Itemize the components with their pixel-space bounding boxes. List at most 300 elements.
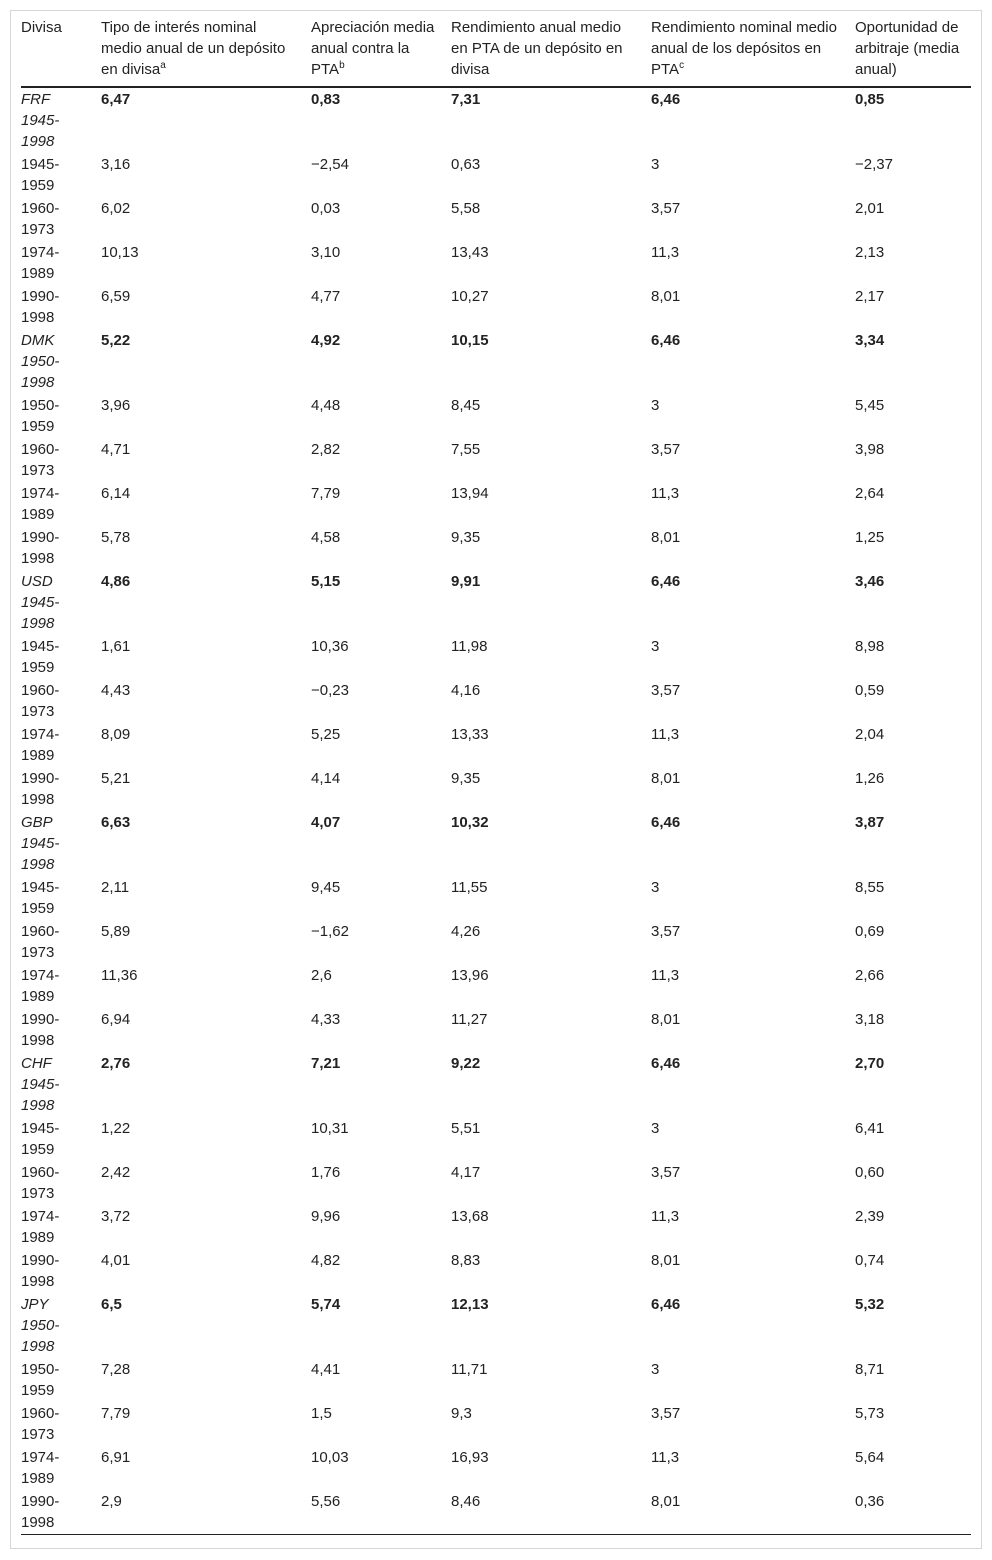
cell-rendimiento-pta-divisa: [451, 1052, 651, 1117]
row-label-text: 1950-1959: [21, 1361, 60, 1399]
row-label-text: 1945-1959: [21, 638, 60, 676]
row-label-text: 1990-1998: [21, 529, 60, 567]
cell-rendimiento-pta-divisa: [451, 1490, 651, 1535]
cell-oportunidad-arbitraje-text: 0,85: [855, 91, 885, 108]
cell-apreciacion: [311, 1446, 451, 1490]
row-label-text: 1990-1998: [21, 1011, 60, 1049]
cell-apreciacion: [311, 1008, 451, 1052]
cell-oportunidad-arbitraje: [855, 329, 971, 394]
cell-rendimiento-pta-divisa-text: 9,35: [451, 770, 481, 787]
cell-apreciacion: [311, 811, 451, 876]
cell-rendimiento-pta-divisa: [451, 1249, 651, 1293]
row-label: [21, 241, 101, 285]
cell-rendimiento-pta-divisa-text: 8,45: [451, 397, 481, 414]
row-label-text: 1974-1989: [21, 244, 60, 282]
row-label-text: 1945-1959: [21, 1120, 60, 1158]
cell-oportunidad-arbitraje: [855, 811, 971, 876]
cell-tipo-interes: [101, 329, 311, 394]
cell-rendimiento-nominal-pta: [651, 723, 855, 767]
cell-tipo-interes: [101, 1161, 311, 1205]
cell-oportunidad-arbitraje-text: 8,98: [855, 638, 885, 655]
cell-tipo-interes: [101, 723, 311, 767]
row-label-text: 1945-1959: [21, 156, 60, 194]
data-table: [21, 11, 971, 1535]
cell-rendimiento-nominal-pta-text: 3: [651, 1120, 660, 1137]
cell-rendimiento-pta-divisa: [451, 1161, 651, 1205]
cell-oportunidad-arbitraje: [855, 920, 971, 964]
cell-oportunidad-arbitraje: [855, 1358, 971, 1402]
cell-oportunidad-arbitraje-text: 8,55: [855, 879, 885, 896]
cell-rendimiento-nominal-pta-text: 8,01: [651, 1011, 681, 1028]
cell-rendimiento-pta-divisa: [451, 1293, 651, 1358]
cell-tipo-interes-text: 6,63: [101, 814, 131, 831]
cell-oportunidad-arbitraje: [855, 153, 971, 197]
currency-summary-row: [21, 1293, 971, 1358]
cell-rendimiento-nominal-pta: [651, 679, 855, 723]
cell-tipo-interes: [101, 482, 311, 526]
cell-tipo-interes-text: 5,78: [101, 529, 131, 546]
cell-oportunidad-arbitraje: [855, 1205, 971, 1249]
cell-rendimiento-nominal-pta-text: 8,01: [651, 288, 681, 305]
cell-rendimiento-nominal-pta: [651, 635, 855, 679]
cell-oportunidad-arbitraje-text: 6,41: [855, 1120, 885, 1137]
cell-rendimiento-nominal-pta-text: 3,57: [651, 923, 681, 940]
row-label: [21, 964, 101, 1008]
row-label-text: 1974-1989: [21, 1208, 60, 1246]
cell-tipo-interes-text: 1,61: [101, 638, 131, 655]
cell-oportunidad-arbitraje-text: 5,45: [855, 397, 885, 414]
cell-rendimiento-pta-divisa: [451, 285, 651, 329]
row-label: [21, 1293, 101, 1358]
cell-tipo-interes-text: 3,16: [101, 156, 131, 173]
period-row: [21, 1446, 971, 1490]
cell-oportunidad-arbitraje: [855, 241, 971, 285]
cell-apreciacion-text: 1,5: [311, 1405, 332, 1422]
cell-rendimiento-nominal-pta-text: 3: [651, 879, 660, 896]
cell-oportunidad-arbitraje-text: 3,46: [855, 573, 885, 590]
period-row: [21, 1490, 971, 1535]
cell-rendimiento-nominal-pta-text: 6,46: [651, 814, 681, 831]
cell-tipo-interes-text: 2,42: [101, 1164, 131, 1181]
cell-rendimiento-pta-divisa: [451, 87, 651, 153]
row-label: [21, 329, 101, 394]
header-apreciacion: Apreciación media anual contra la PTA$^b$: [311, 11, 451, 87]
table-body: [21, 87, 971, 1535]
cell-rendimiento-nominal-pta-text: 6,46: [651, 332, 681, 349]
cell-tipo-interes: [101, 197, 311, 241]
cell-rendimiento-pta-divisa: [451, 1402, 651, 1446]
row-label-text: 1990-1998: [21, 1493, 60, 1531]
cell-oportunidad-arbitraje-text: 3,18: [855, 1011, 885, 1028]
cell-rendimiento-pta-divisa-text: 4,26: [451, 923, 481, 940]
cell-apreciacion-text: 4,48: [311, 397, 341, 414]
cell-oportunidad-arbitraje: [855, 1161, 971, 1205]
cell-rendimiento-nominal-pta-text: 3: [651, 397, 660, 414]
cell-apreciacion-text: −2,54: [311, 156, 349, 173]
cell-rendimiento-pta-divisa-text: 8,83: [451, 1252, 481, 1269]
cell-tipo-interes: [101, 526, 311, 570]
cell-rendimiento-pta-divisa: [451, 767, 651, 811]
cell-rendimiento-pta-divisa-text: 9,22: [451, 1055, 481, 1072]
currency-summary-row: [21, 87, 971, 153]
cell-tipo-interes: [101, 1008, 311, 1052]
cell-tipo-interes: [101, 1052, 311, 1117]
cell-apreciacion: [311, 876, 451, 920]
row-label: [21, 1446, 101, 1490]
cell-tipo-interes: [101, 679, 311, 723]
cell-rendimiento-pta-divisa-text: 13,94: [451, 485, 489, 502]
cell-oportunidad-arbitraje: [855, 1402, 971, 1446]
cell-tipo-interes-text: 2,76: [101, 1055, 131, 1072]
cell-rendimiento-pta-divisa-text: 9,3: [451, 1405, 472, 1422]
row-label: [21, 1052, 101, 1117]
row-label: [21, 1161, 101, 1205]
cell-rendimiento-pta-divisa: [451, 723, 651, 767]
cell-oportunidad-arbitraje: [855, 767, 971, 811]
cell-rendimiento-pta-divisa-text: 5,51: [451, 1120, 481, 1137]
cell-rendimiento-pta-divisa: [451, 329, 651, 394]
cell-tipo-interes: [101, 811, 311, 876]
period-row: [21, 767, 971, 811]
cell-tipo-interes: [101, 1358, 311, 1402]
cell-oportunidad-arbitraje-text: 2,17: [855, 288, 885, 305]
row-label: [21, 811, 101, 876]
cell-rendimiento-pta-divisa-text: 11,98: [451, 638, 488, 655]
cell-tipo-interes-text: 5,21: [101, 770, 131, 787]
cell-apreciacion: [311, 1161, 451, 1205]
cell-oportunidad-arbitraje-text: 1,25: [855, 529, 885, 546]
cell-rendimiento-pta-divisa-text: 10,32: [451, 814, 489, 831]
cell-tipo-interes-text: 4,71: [101, 441, 131, 458]
cell-rendimiento-nominal-pta-text: 3,57: [651, 1164, 681, 1181]
cell-rendimiento-nominal-pta: [651, 394, 855, 438]
cell-rendimiento-nominal-pta: [651, 570, 855, 635]
row-label: [21, 394, 101, 438]
cell-tipo-interes-text: 10,13: [101, 244, 139, 261]
cell-rendimiento-pta-divisa-text: 11,71: [451, 1361, 488, 1378]
cell-rendimiento-pta-divisa: [451, 1008, 651, 1052]
row-label: [21, 1117, 101, 1161]
header-divisa: Divisa: [21, 11, 101, 87]
cell-apreciacion: [311, 87, 451, 153]
cell-rendimiento-pta-divisa: [451, 438, 651, 482]
period-row: [21, 1249, 971, 1293]
cell-apreciacion-text: 9,96: [311, 1208, 341, 1225]
footnote-b: b: [339, 60, 345, 71]
row-label: [21, 438, 101, 482]
cell-apreciacion: [311, 482, 451, 526]
cell-tipo-interes: [101, 1249, 311, 1293]
cell-rendimiento-pta-divisa-text: 4,16: [451, 682, 481, 699]
row-label: [21, 482, 101, 526]
cell-apreciacion-text: 5,74: [311, 1296, 341, 1313]
cell-tipo-interes-text: 4,01: [101, 1252, 131, 1269]
cell-rendimiento-nominal-pta-text: 11,3: [651, 244, 680, 261]
row-label-text: 1990-1998: [21, 1252, 60, 1290]
row-label-text: 1974-1989: [21, 726, 60, 764]
cell-rendimiento-pta-divisa: [451, 570, 651, 635]
cell-oportunidad-arbitraje: [855, 1117, 971, 1161]
cell-rendimiento-nominal-pta: [651, 1358, 855, 1402]
cell-rendimiento-nominal-pta-text: 3,57: [651, 441, 681, 458]
cell-rendimiento-pta-divisa: [451, 153, 651, 197]
cell-oportunidad-arbitraje-text: 2,70: [855, 1055, 885, 1072]
cell-tipo-interes: [101, 241, 311, 285]
row-label-text: 1960-1973: [21, 923, 60, 961]
cell-rendimiento-nominal-pta-text: 3: [651, 156, 660, 173]
period-row: [21, 964, 971, 1008]
cell-rendimiento-nominal-pta: [651, 1402, 855, 1446]
row-label: [21, 1205, 101, 1249]
cell-rendimiento-nominal-pta: [651, 1052, 855, 1117]
cell-tipo-interes: [101, 570, 311, 635]
cell-apreciacion: [311, 767, 451, 811]
cell-apreciacion-text: 0,83: [311, 91, 341, 108]
cell-apreciacion-text: 5,15: [311, 573, 341, 590]
cell-oportunidad-arbitraje-text: 3,87: [855, 814, 885, 831]
cell-oportunidad-arbitraje-text: 0,74: [855, 1252, 885, 1269]
cell-oportunidad-arbitraje-text: 1,26: [855, 770, 885, 787]
cell-rendimiento-pta-divisa: [451, 526, 651, 570]
row-label: [21, 679, 101, 723]
cell-tipo-interes-text: 3,96: [101, 397, 131, 414]
table-header: [21, 11, 971, 87]
cell-oportunidad-arbitraje: [855, 876, 971, 920]
period-row: [21, 153, 971, 197]
cell-rendimiento-nominal-pta-text: 11,3: [651, 1208, 680, 1225]
cell-rendimiento-pta-divisa-text: 5,58: [451, 200, 481, 217]
cell-rendimiento-nominal-pta-text: 3,57: [651, 1405, 681, 1422]
cell-apreciacion: [311, 438, 451, 482]
cell-rendimiento-pta-divisa-text: 16,93: [451, 1449, 489, 1466]
cell-apreciacion: [311, 1052, 451, 1117]
cell-rendimiento-nominal-pta-text: 6,46: [651, 1296, 681, 1313]
cell-apreciacion: [311, 285, 451, 329]
cell-rendimiento-nominal-pta: [651, 526, 855, 570]
cell-rendimiento-nominal-pta: [651, 1293, 855, 1358]
cell-oportunidad-arbitraje: [855, 723, 971, 767]
cell-tipo-interes-text: 5,22: [101, 332, 131, 349]
row-label-text: JPY 1950-1998: [21, 1296, 60, 1355]
row-label-text: DMK 1950-1998: [21, 332, 60, 391]
cell-apreciacion-text: 4,77: [311, 288, 341, 305]
cell-oportunidad-arbitraje-text: 0,60: [855, 1164, 885, 1181]
table-container: [10, 10, 982, 1549]
cell-rendimiento-pta-divisa-text: 0,63: [451, 156, 481, 173]
cell-apreciacion: [311, 635, 451, 679]
cell-tipo-interes-text: 7,79: [101, 1405, 131, 1422]
period-row: [21, 1358, 971, 1402]
cell-apreciacion-text: 7,79: [311, 485, 341, 502]
cell-rendimiento-nominal-pta: [651, 1161, 855, 1205]
cell-rendimiento-pta-divisa-text: 10,15: [451, 332, 489, 349]
cell-oportunidad-arbitraje-text: 5,73: [855, 1405, 885, 1422]
row-label: [21, 1490, 101, 1535]
cell-rendimiento-nominal-pta: [651, 1205, 855, 1249]
header-row: [21, 11, 971, 87]
cell-rendimiento-pta-divisa: [451, 241, 651, 285]
cell-rendimiento-pta-divisa: [451, 394, 651, 438]
cell-tipo-interes: [101, 1117, 311, 1161]
row-label-text: 1974-1989: [21, 485, 60, 523]
cell-rendimiento-pta-divisa-text: 13,33: [451, 726, 489, 743]
cell-rendimiento-pta-divisa-text: 7,55: [451, 441, 481, 458]
cell-rendimiento-nominal-pta: [651, 1490, 855, 1535]
cell-oportunidad-arbitraje: [855, 285, 971, 329]
cell-tipo-interes: [101, 1402, 311, 1446]
period-row: [21, 1117, 971, 1161]
cell-oportunidad-arbitraje-text: 5,64: [855, 1449, 885, 1466]
row-label-text: USD 1945-1998: [21, 573, 60, 632]
cell-apreciacion-text: 4,58: [311, 529, 341, 546]
cell-tipo-interes: [101, 635, 311, 679]
cell-apreciacion: [311, 679, 451, 723]
period-row: [21, 876, 971, 920]
cell-tipo-interes: [101, 87, 311, 153]
cell-tipo-interes: [101, 438, 311, 482]
cell-apreciacion-text: 0,03: [311, 200, 341, 217]
cell-tipo-interes-text: 2,11: [101, 879, 130, 896]
cell-apreciacion: [311, 964, 451, 1008]
cell-apreciacion-text: 4,82: [311, 1252, 341, 1269]
cell-tipo-interes: [101, 767, 311, 811]
cell-rendimiento-nominal-pta-text: 8,01: [651, 770, 681, 787]
row-label-text: 1974-1989: [21, 1449, 60, 1487]
row-label-text: 1990-1998: [21, 770, 60, 808]
cell-apreciacion: [311, 526, 451, 570]
cell-apreciacion-text: 4,33: [311, 1011, 341, 1028]
cell-tipo-interes-text: 6,14: [101, 485, 131, 502]
cell-rendimiento-pta-divisa-text: 13,68: [451, 1208, 489, 1225]
cell-tipo-interes: [101, 1293, 311, 1358]
cell-rendimiento-pta-divisa-text: 11,55: [451, 879, 488, 896]
cell-apreciacion: [311, 723, 451, 767]
cell-tipo-interes: [101, 964, 311, 1008]
cell-tipo-interes-text: 7,28: [101, 1361, 131, 1378]
row-label: [21, 1358, 101, 1402]
cell-oportunidad-arbitraje-text: 2,01: [855, 200, 885, 217]
cell-rendimiento-pta-divisa: [451, 1205, 651, 1249]
cell-oportunidad-arbitraje: [855, 679, 971, 723]
cell-rendimiento-nominal-pta: [651, 1446, 855, 1490]
period-row: [21, 679, 971, 723]
cell-tipo-interes-text: 6,91: [101, 1449, 131, 1466]
period-row: [21, 1205, 971, 1249]
row-label: [21, 635, 101, 679]
cell-apreciacion: [311, 197, 451, 241]
cell-oportunidad-arbitraje: [855, 570, 971, 635]
cell-oportunidad-arbitraje: [855, 197, 971, 241]
cell-rendimiento-nominal-pta: [651, 438, 855, 482]
cell-oportunidad-arbitraje-text: 3,34: [855, 332, 885, 349]
period-row: [21, 1161, 971, 1205]
cell-apreciacion-text: 9,45: [311, 879, 341, 896]
cell-apreciacion-text: 4,92: [311, 332, 341, 349]
row-label-text: GBP 1945-1998: [21, 814, 60, 873]
cell-rendimiento-nominal-pta: [651, 241, 855, 285]
cell-apreciacion-text: 1,76: [311, 1164, 341, 1181]
cell-oportunidad-arbitraje-text: 2,13: [855, 244, 885, 261]
cell-apreciacion: [311, 241, 451, 285]
cell-oportunidad-arbitraje: [855, 526, 971, 570]
row-label-text: CHF 1945-1998: [21, 1055, 60, 1114]
period-row: [21, 1008, 971, 1052]
cell-rendimiento-nominal-pta: [651, 1249, 855, 1293]
cell-tipo-interes-text: 6,94: [101, 1011, 131, 1028]
row-label: [21, 285, 101, 329]
cell-oportunidad-arbitraje: [855, 482, 971, 526]
cell-rendimiento-nominal-pta-text: 11,3: [651, 485, 680, 502]
cell-tipo-interes-text: 6,02: [101, 200, 131, 217]
cell-tipo-interes: [101, 153, 311, 197]
cell-apreciacion-text: 10,03: [311, 1449, 349, 1466]
row-label-text: 1950-1959: [21, 397, 60, 435]
cell-apreciacion: [311, 1249, 451, 1293]
cell-rendimiento-pta-divisa: [451, 811, 651, 876]
cell-tipo-interes: [101, 876, 311, 920]
cell-rendimiento-nominal-pta-text: 11,3: [651, 967, 680, 984]
header-oportunidad-arbitraje: Oportunidad de arbitraje (media anual): [855, 11, 971, 87]
cell-tipo-interes-text: 4,86: [101, 573, 131, 590]
header-rendimiento-pta-divisa: Rendimiento anual medio en PTA de un depósito en divisa: [451, 11, 651, 87]
cell-rendimiento-pta-divisa-text: 8,46: [451, 1493, 481, 1510]
row-label: [21, 526, 101, 570]
cell-rendimiento-pta-divisa-text: 12,13: [451, 1296, 489, 1313]
cell-oportunidad-arbitraje: [855, 394, 971, 438]
cell-apreciacion-text: 2,82: [311, 441, 341, 458]
currency-summary-row: [21, 811, 971, 876]
cell-apreciacion-text: 10,36: [311, 638, 349, 655]
cell-rendimiento-nominal-pta: [651, 1117, 855, 1161]
cell-oportunidad-arbitraje-text: 8,71: [855, 1361, 885, 1378]
cell-rendimiento-pta-divisa: [451, 876, 651, 920]
cell-apreciacion-text: −0,23: [311, 682, 349, 699]
row-label: [21, 767, 101, 811]
cell-tipo-interes: [101, 285, 311, 329]
cell-rendimiento-nominal-pta-text: 11,3: [651, 1449, 680, 1466]
cell-apreciacion: [311, 570, 451, 635]
cell-oportunidad-arbitraje-text: 5,32: [855, 1296, 885, 1313]
footnote-a: a: [160, 60, 166, 71]
cell-tipo-interes-text: 6,47: [101, 91, 131, 108]
cell-rendimiento-nominal-pta: [651, 964, 855, 1008]
row-label-text: 1960-1973: [21, 1164, 60, 1202]
row-label: [21, 920, 101, 964]
cell-apreciacion-text: 5,25: [311, 726, 341, 743]
cell-rendimiento-nominal-pta-text: 6,46: [651, 1055, 681, 1072]
cell-rendimiento-nominal-pta: [651, 482, 855, 526]
cell-apreciacion-text: −1,62: [311, 923, 349, 940]
cell-oportunidad-arbitraje-text: −2,37: [855, 156, 893, 173]
cell-tipo-interes-text: 11,36: [101, 967, 138, 984]
cell-apreciacion-text: 3,10: [311, 244, 341, 261]
period-row: [21, 197, 971, 241]
cell-rendimiento-nominal-pta-text: 8,01: [651, 529, 681, 546]
row-label: [21, 1008, 101, 1052]
cell-rendimiento-pta-divisa: [451, 1358, 651, 1402]
row-label-text: FRF 1945-1998: [21, 91, 60, 150]
period-row: [21, 482, 971, 526]
cell-tipo-interes-text: 6,5: [101, 1296, 122, 1313]
cell-rendimiento-pta-divisa-text: 11,27: [451, 1011, 488, 1028]
cell-apreciacion-text: 2,6: [311, 967, 332, 984]
row-label-text: 1990-1998: [21, 288, 60, 326]
cell-tipo-interes-text: 2,9: [101, 1493, 122, 1510]
cell-oportunidad-arbitraje: [855, 1490, 971, 1535]
cell-rendimiento-nominal-pta: [651, 197, 855, 241]
row-label-text: 1974-1989: [21, 967, 60, 1005]
cell-apreciacion-text: 7,21: [311, 1055, 341, 1072]
